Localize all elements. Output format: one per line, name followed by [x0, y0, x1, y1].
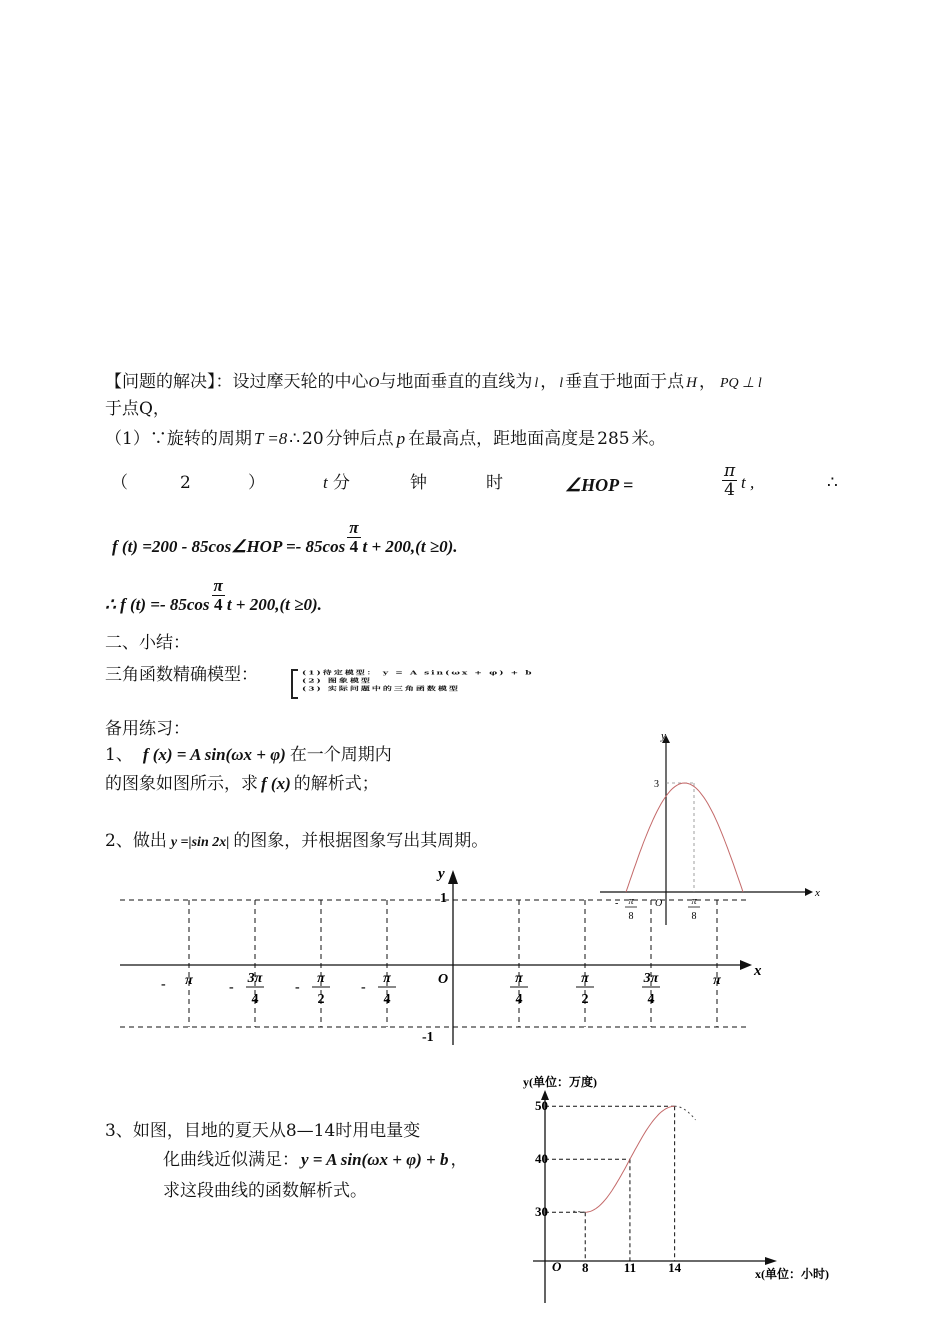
exercise-3-graph	[505, 1068, 885, 1308]
x-tick-label	[361, 971, 396, 1007]
x-tick: 14	[668, 1260, 682, 1275]
model-item-3: (3) 实际问题中的三角函数模型	[302, 685, 460, 693]
exercise-1-line-1: 1、 f (x) = A sin(ωx + φ) 在一个周期内	[105, 745, 392, 765]
tick-neg-8: 8	[628, 911, 634, 922]
exercise-3-line-1: 3、如图，目地的夏天从8—14时用电量变	[105, 1121, 421, 1141]
svg-text:3π: 3π	[643, 971, 659, 986]
model-item-2: (2) 图象模型	[302, 677, 372, 685]
svg-text:π: π	[713, 973, 721, 988]
y-axis-label: y	[661, 730, 666, 742]
model-list	[288, 668, 828, 700]
svg-text:-: -	[229, 980, 234, 995]
curve-extension	[675, 1106, 696, 1120]
x-tick-label	[295, 971, 330, 1007]
x-tick-label	[713, 973, 721, 988]
svg-text:4: 4	[647, 992, 655, 1007]
svg-text:π: π	[317, 971, 325, 986]
svg-text:-: -	[361, 980, 366, 995]
y-tick: 50	[535, 1098, 548, 1114]
x-tick-label	[161, 973, 193, 992]
model-label: 三角函数精确模型：	[105, 665, 258, 685]
svg-text:π: π	[515, 971, 523, 986]
svg-text:-: -	[161, 977, 166, 992]
solution-part-2: （ 2 ） t 分 钟 时 ∠HOP = $\frac{\pi}{4}$ t , ∴	[111, 461, 838, 500]
tick-pos-pi: π	[691, 896, 697, 907]
y-tick-3: 3	[654, 779, 659, 790]
y-axis-label: y(单位：万度)	[523, 1075, 597, 1089]
solution-line-2: 于点Q，	[105, 399, 170, 419]
grid-lines	[120, 900, 750, 1027]
y-tick-1: 1	[440, 891, 447, 906]
tick-neg-pi: π	[628, 896, 634, 907]
svg-text:3π: 3π	[247, 971, 263, 986]
summary-heading: 二、小结：	[105, 633, 190, 653]
exercise-3-line-3: 求这段曲线的函数解析式。	[163, 1181, 367, 1201]
x-axis-arrow	[740, 960, 752, 970]
origin-label: O	[438, 972, 449, 987]
svg-text:2: 2	[317, 992, 325, 1007]
y-axis-arrow	[448, 870, 458, 884]
solution-heading: 【问题的解决】	[105, 372, 216, 392]
tick-neg-sign: -	[615, 898, 619, 909]
solution-line-1: 【问题的解决】：设过摩天轮的中心O与地面垂直的直线为 l ， l 垂直于地面于点 H ， PQ ⊥ l	[105, 372, 762, 392]
svg-text:4: 4	[251, 992, 259, 1007]
y-tick-neg1: -1	[422, 1030, 434, 1045]
origin-label: O	[552, 1259, 562, 1274]
y-tick: 40	[535, 1151, 548, 1167]
exercise-1-line-2: 的图象如图所示，求 f (x) 的解析式；	[105, 774, 379, 794]
exercise-2-grid	[110, 860, 790, 1055]
tick-pos-8: 8	[691, 911, 697, 922]
x-axis-arrow	[805, 888, 813, 896]
x-axis-label: x(单位：小时)	[755, 1267, 829, 1281]
svg-text:4: 4	[515, 992, 523, 1007]
svg-text:4: 4	[383, 992, 391, 1007]
svg-text:-: -	[295, 980, 300, 995]
svg-text:2: 2	[581, 992, 589, 1007]
x-axis-arrow	[765, 1257, 777, 1265]
x-tick-label	[576, 971, 594, 1007]
origin-label: O	[655, 898, 663, 909]
svg-text:π: π	[581, 971, 589, 986]
x-tick-label	[229, 971, 264, 1007]
y-axis-label: y	[438, 866, 445, 882]
svg-text:π: π	[185, 973, 193, 988]
exercises-heading: 备用练习：	[105, 719, 190, 739]
exercise-3-line-2: 化曲线近似满足： y = A sin(ωx + φ) + b ，	[163, 1150, 468, 1170]
x-axis-label: x	[815, 887, 820, 899]
x-tick: 11	[623, 1260, 637, 1275]
x-tick-label	[642, 971, 660, 1007]
formula-f-line-2: ∴ f (t) =- 85cos $\frac{\pi}{4}$ t + 200,(t ≥0).	[105, 576, 322, 615]
guide-lines	[545, 1106, 675, 1261]
exercise-2-line: 2、做出 y =|sin 2x| 的图象，并根据图象写出其周期。	[105, 831, 489, 851]
y-tick: 30	[535, 1204, 548, 1220]
x-tick-label	[510, 971, 528, 1007]
svg-text:π: π	[383, 971, 391, 986]
formula-f-line-1: f (t) =200 - 85cos∠HOP =- 85cos $\frac{\pi}{4}$ t + 200,(t ≥0).	[112, 518, 458, 557]
tick-labels	[535, 1098, 682, 1275]
model-item-1: (1)待定模型： y = A sin(ωx + φ) + b	[302, 669, 534, 677]
x-tick: 8	[581, 1260, 589, 1275]
solution-part-1: （1）∵旋转的周期 T =8 ∴ 20 分钟后点 p 在最高点，距地面高度是 285 米。	[105, 429, 666, 449]
x-axis-label: x	[754, 963, 762, 979]
